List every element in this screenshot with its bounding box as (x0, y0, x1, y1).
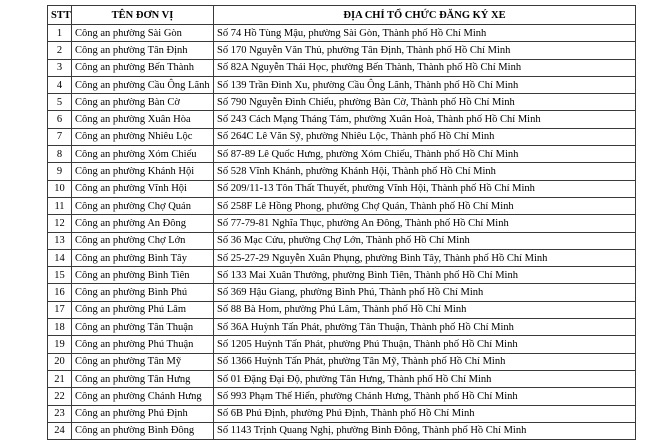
table-row (48, 128, 636, 145)
table-row (48, 336, 636, 353)
row-stt: 10 (48, 180, 72, 197)
table-row (48, 319, 636, 336)
table-body (48, 25, 636, 440)
row-unit-name: Công an phường Bến Thành (72, 59, 214, 76)
table-row (48, 111, 636, 128)
table-row (48, 370, 636, 387)
row-unit-name: Công an phường Vĩnh Hội (72, 180, 214, 197)
table-row (48, 197, 636, 214)
row-address: Số 1366 Huỳnh Tấn Phát, phường Tân Mỹ, Thành phố Hồ Chí Minh (214, 353, 636, 370)
row-stt: 11 (48, 197, 72, 214)
row-stt: 1 (48, 25, 72, 42)
row-stt: 4 (48, 76, 72, 93)
header-stt: STT (48, 6, 72, 25)
row-address: Số 1205 Huỳnh Tấn Phát, phường Phú Thuận, Thành phố Hồ Chí Minh (214, 336, 636, 353)
row-stt: 9 (48, 163, 72, 180)
table-row (48, 146, 636, 163)
table-row (48, 42, 636, 59)
row-unit-name: Công an phường Cầu Ông Lãnh (72, 76, 214, 93)
row-unit-name: Công an phường Xuân Hòa (72, 111, 214, 128)
row-unit-name: Công an phường Tân Mỹ (72, 353, 214, 370)
row-stt: 15 (48, 267, 72, 284)
row-stt: 23 (48, 405, 72, 422)
row-stt: 12 (48, 215, 72, 232)
table-row (48, 405, 636, 422)
table-row (48, 232, 636, 249)
row-address: Số 243 Cách Mạng Tháng Tám, phường Xuân Hoà, Thành phố Hồ Chí Minh (214, 111, 636, 128)
row-stt: 8 (48, 146, 72, 163)
row-unit-name: Công an phường Phú Lâm (72, 301, 214, 318)
table-row (48, 25, 636, 42)
row-stt: 17 (48, 301, 72, 318)
registration-table (47, 5, 636, 440)
row-address: Số 82A Nguyễn Thái Học, phường Bến Thành, Thành phố Hồ Chí Minh (214, 59, 636, 76)
row-unit-name: Công an phường An Đông (72, 215, 214, 232)
row-address: Số 264C Lê Văn Sỹ, phường Nhiêu Lộc, Thành phố Hồ Chí Minh (214, 128, 636, 145)
row-unit-name: Công an phường Bình Tây (72, 249, 214, 266)
row-stt: 24 (48, 422, 72, 439)
row-unit-name: Công an phường Phú Thuận (72, 336, 214, 353)
row-stt: 16 (48, 284, 72, 301)
row-unit-name: Công an phường Chợ Lớn (72, 232, 214, 249)
row-address: Số 74 Hồ Tùng Mậu, phường Sài Gòn, Thành phố Hồ Chí Minh (214, 25, 636, 42)
row-unit-name: Công an phường Nhiêu Lộc (72, 128, 214, 145)
row-unit-name: Công an phường Xóm Chiếu (72, 146, 214, 163)
table-row (48, 94, 636, 111)
row-unit-name: Công an phường Chánh Hưng (72, 388, 214, 405)
row-stt: 6 (48, 111, 72, 128)
row-address: Số 170 Nguyễn Văn Thủ, phường Tân Định, Thành phố Hồ Chí Minh (214, 42, 636, 59)
row-address: Số 88 Bà Hom, phường Phú Lâm, Thành phố Hồ Chí Minh (214, 301, 636, 318)
row-stt: 14 (48, 249, 72, 266)
row-address: Số 790 Nguyễn Đình Chiểu, phường Bàn Cờ, Thành phố Hồ Chí Minh (214, 94, 636, 111)
row-stt: 21 (48, 370, 72, 387)
row-address: Số 139 Trần Đình Xu, phường Cầu Ông Lãnh, Thành phố Hồ Chí Minh (214, 76, 636, 93)
row-stt: 5 (48, 94, 72, 111)
table-row (48, 284, 636, 301)
table-row (48, 388, 636, 405)
row-unit-name: Công an phường Chợ Quán (72, 197, 214, 214)
table-row (48, 267, 636, 284)
table-row (48, 163, 636, 180)
row-stt: 13 (48, 232, 72, 249)
table-row (48, 249, 636, 266)
table-row (48, 215, 636, 232)
header-address: ĐỊA CHỈ TỔ CHỨC ĐĂNG KÝ XE (214, 6, 636, 25)
row-unit-name: Công an phường Phú Định (72, 405, 214, 422)
table-row (48, 353, 636, 370)
row-unit-name: Công an phường Bàn Cờ (72, 94, 214, 111)
row-address: Số 36A Huỳnh Tấn Phát, phường Tân Thuận, Thành phố Hồ Chí Minh (214, 319, 636, 336)
row-stt: 22 (48, 388, 72, 405)
row-address: Số 87-89 Lê Quốc Hưng, phường Xóm Chiếu, Thành phố Hồ Chí Minh (214, 146, 636, 163)
row-address: Số 369 Hậu Giang, phường Bình Phú, Thành phố Hồ Chí Minh (214, 284, 636, 301)
row-address: Số 36 Mạc Cửu, phường Chợ Lớn, Thành phố Hồ Chí Minh (214, 232, 636, 249)
table-row (48, 301, 636, 318)
table-header (48, 6, 636, 25)
row-stt: 3 (48, 59, 72, 76)
row-address: Số 209/11-13 Tôn Thất Thuyết, phường Vĩnh Hội, Thành phố Hồ Chí Minh (214, 180, 636, 197)
table-row (48, 59, 636, 76)
row-unit-name: Công an phường Bình Tiên (72, 267, 214, 284)
row-address: Số 01 Đặng Đại Độ, phường Tân Hưng, Thành phố Hồ Chí Minh (214, 370, 636, 387)
row-stt: 2 (48, 42, 72, 59)
table-row (48, 180, 636, 197)
row-stt: 19 (48, 336, 72, 353)
row-address: Số 6B Phú Định, phường Phú Định, Thành phố Hồ Chí Minh (214, 405, 636, 422)
row-unit-name: Công an phường Tân Hưng (72, 370, 214, 387)
table-row (48, 422, 636, 439)
row-unit-name: Công an phường Tân Định (72, 42, 214, 59)
row-address: Số 528 Vĩnh Khánh, phường Khánh Hội, Thành phố Hồ Chí Minh (214, 163, 636, 180)
table-row (48, 76, 636, 93)
header-unit-name: TÊN ĐƠN VỊ (72, 6, 214, 25)
row-address: Số 258F Lê Hồng Phong, phường Chợ Quán, Thành phố Hồ Chí Minh (214, 197, 636, 214)
row-address: Số 133 Mai Xuân Thưởng, phường Bình Tiên, Thành phố Hồ Chí Minh (214, 267, 636, 284)
row-address: Số 993 Phạm Thế Hiển, phường Chánh Hưng, Thành phố Hồ Chí Minh (214, 388, 636, 405)
row-unit-name: Công an phường Khánh Hội (72, 163, 214, 180)
row-unit-name: Công an phường Bình Phú (72, 284, 214, 301)
row-stt: 20 (48, 353, 72, 370)
row-unit-name: Công an phường Sài Gòn (72, 25, 214, 42)
row-unit-name: Công an phường Bình Đông (72, 422, 214, 439)
row-address: Số 1143 Trịnh Quang Nghị, phường Bình Đông, Thành phố Hồ Chí Minh (214, 422, 636, 439)
row-stt: 7 (48, 128, 72, 145)
row-stt: 18 (48, 319, 72, 336)
row-address: Số 77-79-81 Nghĩa Thục, phường An Đông, Thành phố Hồ Chí Minh (214, 215, 636, 232)
row-address: Số 25-27-29 Nguyễn Xuân Phụng, phường Bình Tây, Thành phố Hồ Chí Minh (214, 249, 636, 266)
header-row (48, 6, 636, 25)
row-unit-name: Công an phường Tân Thuận (72, 319, 214, 336)
